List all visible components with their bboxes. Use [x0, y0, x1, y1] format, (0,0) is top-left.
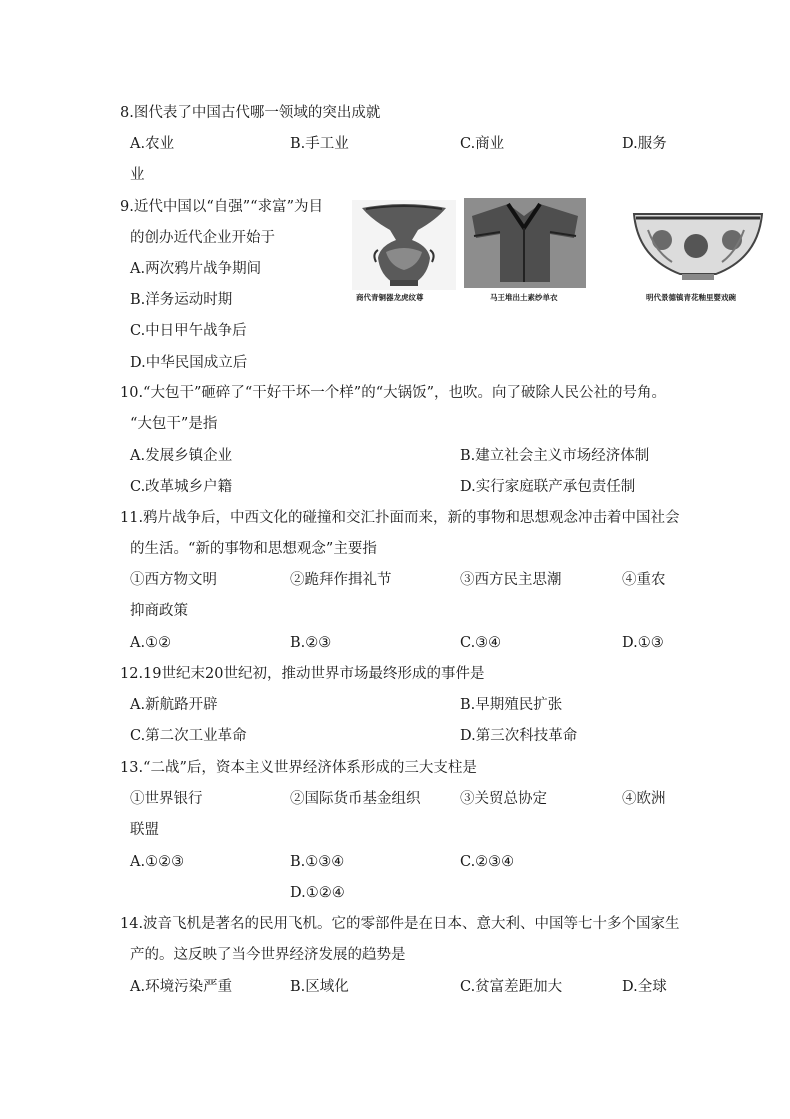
- q10-option-c: C.改革城乡户籍: [130, 479, 233, 495]
- q11-option-d: D.①③: [622, 635, 664, 651]
- q13-stem: 13.“二战”后，资本主义世界经济体系形成的三大支柱是: [120, 760, 477, 776]
- q9-stem-line2: 的创办近代企业开始于: [130, 230, 275, 246]
- caption-porcelain-bowl: 明代景德镇青花釉里婴戏碗: [646, 293, 736, 302]
- q13-option-a: A.①②③: [130, 854, 185, 870]
- q13-item-2: ②国际货币基金组织: [290, 791, 421, 807]
- q11-stem-line1: 11.鸦片战争后，中西文化的碰撞和交汇扑面而来，新的事物和思想观念冲击着中国社会: [120, 510, 680, 526]
- porcelain-bowl-image: [632, 208, 764, 286]
- q11-item-1: ①西方物文明: [130, 572, 217, 588]
- q14-stem-line2: 产的。这反映了当今世界经济发展的趋势是: [130, 947, 406, 963]
- q8-option-d: D.服务: [622, 136, 667, 152]
- q12-stem: 12.19世纪末20世纪初，推动世界市场最终形成的事件是: [120, 666, 485, 682]
- q12-option-b: B.早期殖民扩张: [460, 697, 563, 713]
- q11-item-3: ③西方民主思潮: [460, 572, 562, 588]
- q10-stem-line2: “大包干”是指: [130, 416, 218, 432]
- q8-option-a: A.农业: [130, 136, 175, 152]
- q13-item-4-wrap: 联盟: [130, 822, 159, 838]
- q12-option-d: D.第三次科技革命: [460, 728, 578, 744]
- q11-item-2: ②跪拜作揖礼节: [290, 572, 392, 588]
- q9-option-b: B.洋务运动时期: [130, 292, 233, 308]
- q8-option-c: C.商业: [460, 136, 505, 152]
- q13-item-4: ④欧洲: [622, 791, 666, 807]
- q11-item-4-wrap: 抑商政策: [130, 603, 188, 619]
- q11-option-c: C.③④: [460, 635, 502, 651]
- q14-option-b: B.区域化: [290, 979, 349, 995]
- q13-item-3: ③关贸总协定: [460, 791, 547, 807]
- q14-option-d: D.全球: [622, 979, 667, 995]
- q10-option-d: D.实行家庭联产承包责任制: [460, 479, 636, 495]
- q11-option-a: A.①②: [130, 635, 172, 651]
- q11-stem-line2: 的生活。“新的事物和思想观念”主要指: [130, 541, 377, 557]
- bronze-zun-image: [352, 200, 456, 290]
- q12-option-a: A.新航路开辟: [130, 697, 218, 713]
- q9-option-d: D.中华民国成立后: [130, 355, 248, 371]
- q14-option-c: C.贫富差距加大: [460, 979, 563, 995]
- q11-item-4: ④重农: [622, 572, 666, 588]
- q8-stem: 8.图代表了中国古代哪一领域的突出成就: [120, 105, 381, 121]
- silk-robe-image: [464, 198, 586, 288]
- q8-option-d-wrap: 业: [130, 167, 145, 183]
- caption-bronze-zun: 商代青铜器龙虎纹尊: [356, 293, 424, 302]
- q14-option-a: A.环境污染严重: [130, 979, 233, 995]
- q13-item-1: ①世界银行: [130, 791, 203, 807]
- q10-stem-line1: 10.“大包干”砸碎了“干好干坏一个样”的“大锅饭”，也吹。向了破除人民公社的号角。: [120, 385, 667, 401]
- caption-silk-robe: 马王堆出土素纱单衣: [490, 293, 558, 302]
- q13-option-d: D.①②④: [290, 885, 345, 901]
- q10-option-b: B.建立社会主义市场经济体制: [460, 448, 650, 464]
- q13-option-b: B.①③④: [290, 854, 345, 870]
- q9-option-a: A.两次鸦片战争期间: [130, 261, 262, 277]
- q9-stem-line1: 9.近代中国以“自强”“求富”为目: [120, 199, 323, 215]
- q10-option-a: A.发展乡镇企业: [130, 448, 233, 464]
- artifact-figures: [352, 200, 764, 310]
- q12-option-c: C.第二次工业革命: [130, 728, 247, 744]
- q11-option-b: B.②③: [290, 635, 332, 651]
- q13-option-c: C.②③④: [460, 854, 515, 870]
- q8-option-b: B.手工业: [290, 136, 349, 152]
- q14-stem-line1: 14.波音飞机是著名的民用飞机。它的零部件是在日本、意大利、中国等七十多个国家生: [120, 916, 680, 932]
- q9-option-c: C.中日甲午战争后: [130, 323, 247, 339]
